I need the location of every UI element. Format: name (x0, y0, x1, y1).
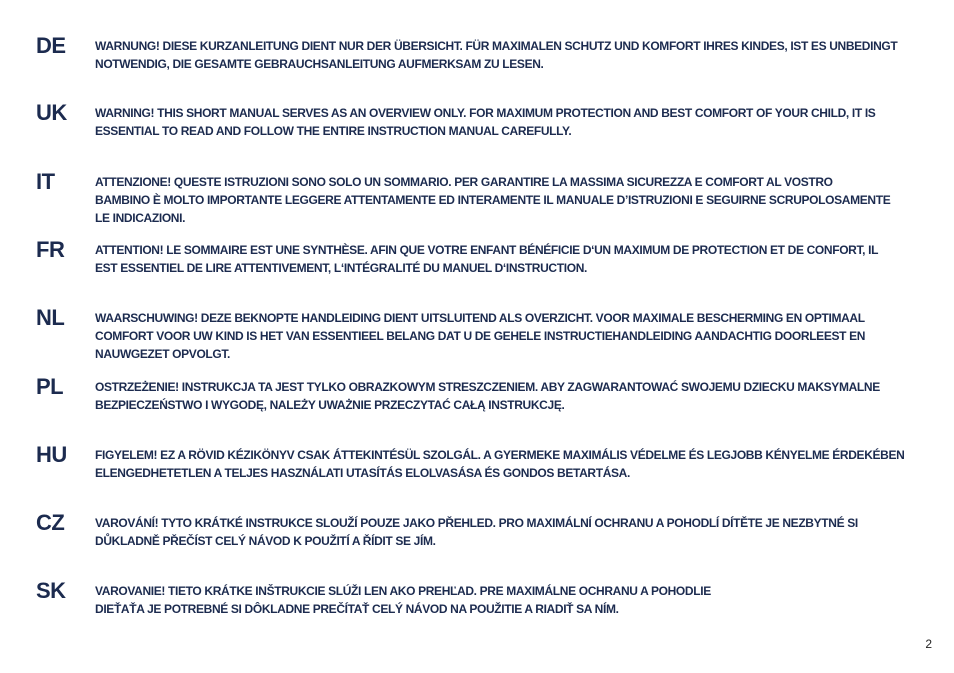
language-code: SK (36, 578, 66, 603)
warning-text: VAROVÁNÍ! TYTO KRÁTKÉ INSTRUKCE SLOUŽÍ POUZE JAKO PŘEHLED. PRO MAXIMÁLNÍ OCHRANU A POHODLÍ DÍTĚTE JE NEZBYTNÉ SI DŮKLADNĚ PŘEČÍST CELÝ NÁVOD K POUŽITÍ A ŘÍDIT SE JÍM. (95, 516, 858, 548)
warning-text: OSTRZEŻENIE! INSTRUKCJA TA JEST TYLKO OBRAZKOWYM STRESZCZENIEM. ABY ZAGWARANTOWAĆ SWOJEMU DZIECKU MAKSYMALNE BEZPIECZEŃSTWO I WYGODĘ, NALEŻY UWAŻNIE PRZECZYTAĆ CAŁĄ INSTRUKCJĘ. (95, 380, 880, 412)
language-code: CZ (36, 510, 65, 535)
language-code: IT (36, 169, 55, 194)
warning-text: FIGYELEM! EZ A RÖVID KÉZIKÖNYV CSAK ÁTTEKINTÉSÜL SZOLGÁL. A GYERMEKE MAXIMÁLIS VÉDELME ÉS LEGJOBB KÉNYELME ÉRDEKÉBEN ELENGEDHETETLEN A TELJES HASZNÁLATI UTASÍTÁS ELOLVASÁSA ÉS GONDOS BETARTÁSA. (95, 448, 905, 480)
language-code: DE (36, 33, 66, 58)
language-code: FR (36, 237, 65, 262)
language-code: NL (36, 305, 65, 330)
language-code: HU (36, 442, 67, 467)
language-code: PL (36, 374, 64, 399)
warning-text: ATTENTION! LE SOMMAIRE EST UNE SYNTHÈSE. AFIN QUE VOTRE ENFANT BÉNÉFICIE D‘UN MAXIMUM DE PROTECTION ET DE CONFORT, IL EST ESSENTIEL DE LIRE ATTENTIVEMENT, L‘INTÉGRALITÉ DU MANUEL D‘INSTRUCTION. (95, 243, 879, 275)
warning-text: WARNING! THIS SHORT MANUAL SERVES AS AN OVERVIEW ONLY. FOR MAXIMUM PROTECTION AND BEST COMFORT OF YOUR CHILD, IT IS ESSENTIAL TO READ AND FOLLOW THE ENTIRE INSTRUCTION MANUAL CAREFULLY. (95, 106, 876, 138)
warning-text: VAROVANIE! TIETO KRÁTKE INŠTRUKCIE SLÚŽI LEN AKO PREHĽAD. PRE MAXIMÁLNE OCHRANU A POHODLIE DIEŤAŤA JE POTREBNÉ SI DÔKLADNE PREČÍTAŤ CELÝ NÁVOD NA POUŽITIE A RIADIŤ SA NÍM. (95, 584, 711, 616)
warning-text: ATTENZIONE! QUESTE ISTRUZIONI SONO SOLO UN SOMMARIO. PER GARANTIRE LA MASSIMA SICUREZZA E COMFORT AL VOSTRO BAMBINO È MOLTO IMPORTANTE LEGGERE ATTENTAMENTE ED INTERAMENTE IL MANUALE D’ISTRUZIONI E SEGUIRNE SCRUPOLOSAMENTE LE INDICAZIONI. (95, 175, 891, 225)
warning-text: WARNUNG! DIESE KURZANLEITUNG DIENT NUR DER ÜBERSICHT. FÜR MAXIMALEN SCHUTZ UND KOMFORT IHRES KINDES, IST ES UNBEDINGT NOTWENDIG, DIE GESAMTE GEBRAUCHSANLEITUNG AUFMERKSAM ZU LESEN. (95, 39, 898, 71)
language-code: UK (36, 100, 67, 125)
warning-text: WAARSCHUWING! DEZE BEKNOPTE HANDLEIDING DIENT UITSLUITEND ALS OVERZICHT. VOOR MAXIMALE BESCHERMING EN OPTIMAAL COMFORT VOOR UW KIND IS HET VAN ESSENTIEEL BELANG DAT U DE GEHELE INSTRUCTIEHANDLEIDING AANDACHTIG DOORLEEST EN NAUWGEZET OPVOLGT. (95, 311, 866, 361)
page-number: 2 (925, 637, 932, 651)
